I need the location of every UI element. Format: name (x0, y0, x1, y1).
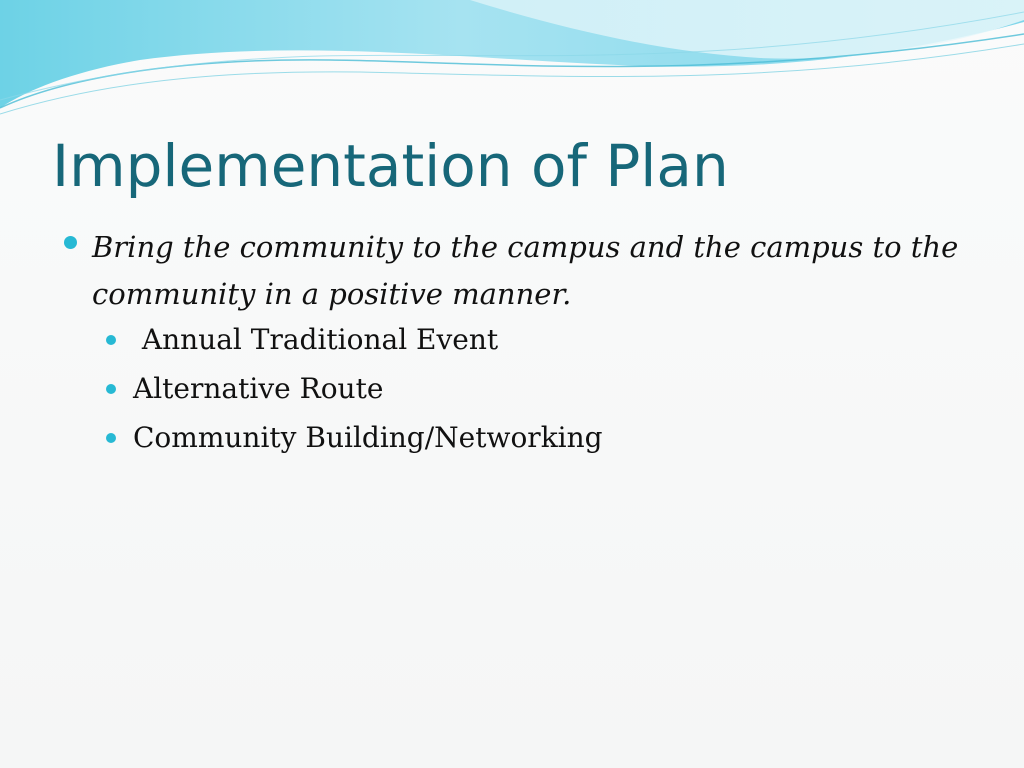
slide-title: Implementation of Plan (52, 132, 729, 200)
sub-bullet-text: Alternative Route (133, 372, 384, 405)
sub-bullet-text: Annual Traditional Event (133, 323, 499, 356)
bullet-dot-icon (106, 384, 116, 394)
list-item (106, 365, 806, 414)
main-bullet-text: Bring the community to the campus and the campus to the community in a positive manner. (92, 230, 959, 311)
list-item (106, 414, 806, 463)
bullet-dot-icon (64, 236, 77, 249)
bullet-dot-icon (106, 335, 116, 345)
sub-bullet-list (106, 316, 806, 463)
main-bullet (64, 224, 964, 318)
list-item (106, 316, 806, 365)
sub-bullet-text: Community Building/Networking (133, 421, 603, 454)
decorative-wave-banner (0, 0, 1024, 130)
bullet-dot-icon (106, 433, 116, 443)
